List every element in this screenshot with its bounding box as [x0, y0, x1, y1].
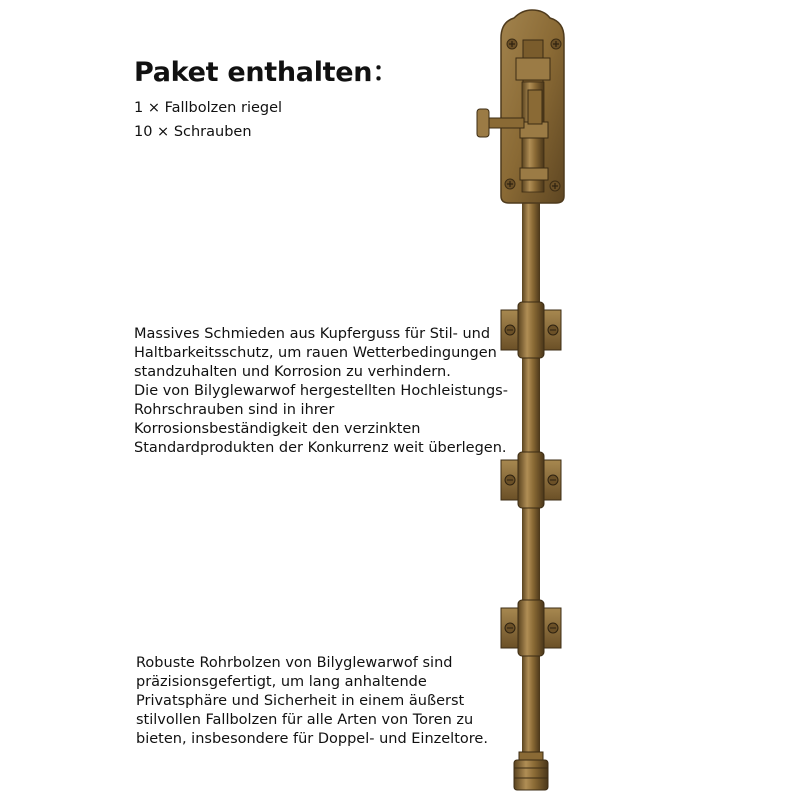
package-contents-title: Paket enthalten：: [134, 57, 399, 88]
package-item: 10 × Schrauben: [134, 124, 252, 140]
rod-guide-bracket: [501, 302, 561, 358]
drop-bolt-product-image: [460, 0, 600, 800]
description-paragraph-material: Massives Schmieden aus Kupferguss für Stil- und Haltbarkeitsschutz, um rauen Wetterbedingungen standzuhalten und Korrosion zu verhindern. Die von Bilyglewarwof hergestellten Hochleistungs- Rohrschrauben sind in ihrer Korrosionsbeständigkeit den verzinkten Standardprodukten der Konkurrenz weit überlegen.: [134, 326, 508, 456]
bolt-floor-keeper: [514, 752, 548, 790]
rod-guide-bracket: [501, 452, 561, 508]
package-contents-list: [134, 96, 282, 144]
rod-guide-bracket: [501, 600, 561, 656]
description-paragraph-security: Robuste Rohrbolzen von Bilyglewarwof sind präzisionsgefertigt, um lang anhaltende Privatsphäre und Sicherheit in einem äußerst stilvollen Fallbolzen für alle Arten von Toren zu bieten, insbesondere für Doppel- und Einzeltore.: [136, 655, 488, 747]
package-item: 1 × Fallbolzen riegel: [134, 100, 283, 116]
